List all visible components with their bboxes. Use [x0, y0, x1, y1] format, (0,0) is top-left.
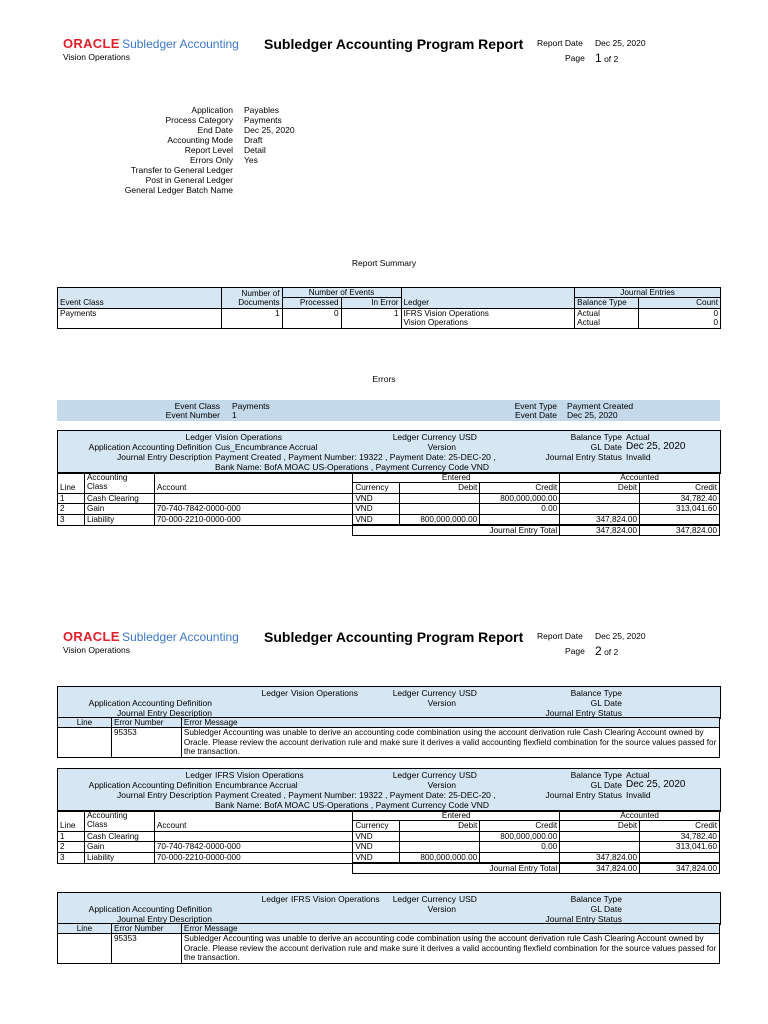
param-row — [100, 145, 340, 155]
col-journal-entries: Journal Entries — [575, 288, 721, 298]
cell-a-debit — [560, 493, 640, 503]
j1-aad-label: Application Accounting Definition — [88, 442, 212, 452]
col-count: Count — [639, 298, 721, 308]
param-label: Errors Only — [190, 155, 233, 165]
table-row — [58, 514, 720, 525]
j2-col-line: Line — [58, 811, 85, 832]
col-in-error: In Error — [341, 298, 401, 308]
j1-version-label: Version — [427, 442, 456, 452]
eb2-col-line: Line — [58, 924, 112, 934]
page-number-p2 — [595, 644, 618, 658]
page-total: of 2 — [604, 54, 619, 64]
cell-class: Gain — [84, 504, 154, 514]
j2-status-label: Journal Entry Status — [545, 790, 622, 800]
param-row — [100, 125, 340, 135]
page-num-value: 1 — [595, 51, 602, 65]
j2-status-value: Invalid — [626, 790, 651, 800]
eb2-jed-label: Journal Entry Description — [117, 914, 212, 924]
oracle-logo-text: ORACLE — [63, 36, 120, 51]
j2-gldate-value: Dec 25, 2020 — [626, 779, 686, 790]
summary-balance-types: Actual Actual — [575, 308, 639, 328]
param-row — [100, 185, 340, 195]
col-ledger: Ledger — [401, 288, 575, 309]
j1-col-line: Line — [58, 473, 85, 494]
j1-status-label: Journal Entry Status — [545, 452, 622, 462]
error-block1-header — [57, 686, 721, 719]
j2-aad-value: Encumbrance Accrual — [215, 780, 298, 790]
j1-total-label: Journal Entry Total — [353, 525, 560, 536]
cell-currency: VND — [353, 852, 400, 863]
j1-col-account: Account — [154, 473, 352, 494]
eb1-jed-label: Journal Entry Description — [117, 708, 212, 718]
param-row — [100, 135, 340, 145]
page-label: Page — [565, 53, 585, 63]
col-balance-type: Balance Type — [575, 298, 639, 308]
j1-col-class: Accounting Class — [84, 473, 154, 494]
cell-line: 2 — [58, 842, 85, 852]
j2-total-credit: 347,824.00 — [640, 863, 720, 874]
j2-col-e-debit: Debit — [400, 821, 480, 831]
report-date-value-p2: Dec 25, 2020 — [595, 631, 646, 641]
j2-desc-line1: Payment Created , Payment Number: 19322 , Payment Date: 25-DEC-20 , — [215, 790, 496, 800]
col-processed: Processed — [282, 298, 341, 308]
error-block2-header — [57, 892, 721, 925]
table-row — [58, 493, 720, 503]
summary-ledgers: IFRS Vision Operations Vision Operations — [401, 308, 575, 328]
param-row — [100, 105, 340, 115]
eb2-col-error-message: Error Message — [181, 924, 719, 934]
event-type-label: Event Type — [514, 401, 557, 411]
cell-line: 2 — [58, 504, 85, 514]
j1-ledger-label: Ledger — [185, 432, 212, 442]
j2-col-e-credit: Credit — [480, 821, 560, 831]
cell-currency: VND — [353, 831, 400, 841]
param-row — [100, 155, 340, 165]
page-num-value-p2: 2 — [595, 644, 602, 658]
event-date-label: Event Date — [514, 410, 557, 420]
cell-line: 1 — [58, 493, 85, 503]
product-name: Subledger Accounting — [122, 37, 239, 51]
event-type-value: Payment Created — [567, 401, 634, 411]
j1-baltype-value: Actual — [626, 432, 650, 442]
j2-col-class: Accounting Class — [84, 811, 154, 832]
param-row — [100, 115, 340, 125]
cell-e-debit: 800,000,000.00 — [400, 514, 480, 525]
eb1-status-label: Journal Entry Status — [545, 708, 622, 718]
eb1-ledger-value: Vision Operations — [291, 688, 358, 698]
eb1-currency-label: Ledger Currency — [392, 688, 456, 698]
j1-col-e-debit: Debit — [400, 483, 480, 493]
param-value: Payables — [244, 105, 279, 115]
j2-desc-line2: Bank Name: BofA MOAC US-Operations , Payment Currency Code VND — [215, 800, 489, 810]
cell-currency: VND — [353, 842, 400, 852]
eb2-baltype-label: Balance Type — [570, 894, 622, 904]
product-name-p2: Subledger Accounting — [122, 630, 239, 644]
j1-desc-line1: Payment Created , Payment Number: 19322 , Payment Date: 25-DEC-20 , — [215, 452, 496, 462]
j2-col-currency: Currency — [353, 821, 400, 831]
oracle-logo-text-p2: ORACLE — [63, 629, 120, 644]
oracle-logo — [63, 36, 239, 51]
cell-e-credit: 800,000,000.00 — [480, 831, 560, 841]
eb1-error-row — [58, 728, 720, 757]
j1-ledger-value: Vision Operations — [215, 432, 282, 442]
eb1-baltype-label: Balance Type — [570, 688, 622, 698]
report-date-value: Dec 25, 2020 — [595, 38, 646, 48]
j1-col-entered: Entered — [353, 473, 560, 483]
summary-processed: 0 — [282, 308, 341, 328]
j2-currency-value: USD — [459, 770, 477, 780]
j1-status-value: Invalid — [626, 452, 651, 462]
cell-e-credit: 800,000,000.00 — [480, 493, 560, 503]
cell-class: Liability — [84, 514, 154, 525]
cell-a-credit: 34,782.40 — [640, 831, 720, 841]
param-label: Application — [191, 105, 233, 115]
errors-heading: Errors — [372, 374, 396, 384]
journal2-lines-table — [57, 810, 720, 874]
journal1-lines-table — [57, 472, 720, 536]
cell-e-debit: 800,000,000.00 — [400, 852, 480, 863]
cell-line: 1 — [58, 831, 85, 841]
cell-currency: VND — [353, 493, 400, 503]
eb1-ledger-label: Ledger — [261, 688, 288, 698]
page-label-p2: Page — [565, 646, 585, 656]
j2-version-label: Version — [427, 780, 456, 790]
cell-class: Gain — [84, 842, 154, 852]
cell-class: Cash Clearing — [84, 831, 154, 841]
cell-e-credit — [480, 514, 560, 525]
event-band — [57, 400, 720, 421]
param-label: Transfer to General Ledger — [130, 165, 233, 175]
cell-a-debit — [560, 504, 640, 514]
cell-account: 70-740-7842-0000-000 — [154, 504, 352, 514]
col-num-events: Number of Events — [282, 288, 401, 298]
event-number-label: Event Number — [165, 410, 220, 420]
param-value: Payments — [244, 115, 282, 125]
event-date-value: Dec 25, 2020 — [567, 410, 618, 420]
param-row — [100, 165, 340, 175]
cell-e-credit: 0.00 — [480, 842, 560, 852]
page2-header — [63, 629, 723, 659]
j1-col-accounted: Accounted — [560, 473, 720, 483]
j2-col-account: Account — [154, 811, 352, 832]
cell-a-debit: 347,824.00 — [560, 852, 640, 863]
eb2-error-message: Subledger Accounting was unable to derive an accounting code combination using the account derivation rule Cash Clearing Account owned by Oracle. Please review the account derivation rule and make sure it derives a valid accounting flexfield combination for the source values passed for the transaction. — [181, 934, 719, 963]
param-value: Draft — [244, 135, 263, 145]
eb2-error-row — [58, 934, 720, 963]
page-number — [595, 51, 618, 65]
cell-account: 70-000-2210-0000-000 — [154, 514, 352, 525]
j1-col-a-debit: Debit — [560, 483, 640, 493]
event-number-value: 1 — [232, 410, 237, 420]
j1-desc-line2: Bank Name: BofA MOAC US-Operations , Payment Currency Code VND — [215, 462, 489, 472]
param-label: Post in General Ledger — [145, 175, 233, 185]
eb1-version-label: Version — [427, 698, 456, 708]
param-label: End Date — [197, 125, 233, 135]
j2-total-debit: 347,824.00 — [560, 863, 640, 874]
j1-aad-value: Cus_Encumbrance Accrual — [215, 442, 318, 452]
eb1-error-message: Subledger Accounting was unable to derive an accounting code combination using the account derivation rule Cash Clearing Account owned by Oracle. Please review the account derivation rule and make sure it derives a valid accounting flexfield combination for the source values passed for the transaction. — [181, 728, 719, 757]
j2-currency-label: Ledger Currency — [392, 770, 456, 780]
eb1-error-number: 95353 — [111, 728, 181, 757]
table-row — [58, 842, 720, 852]
cell-e-debit — [400, 493, 480, 503]
cell-account: 70-740-7842-0000-000 — [154, 842, 352, 852]
error-block1-table — [57, 717, 720, 758]
cell-a-credit: 34,782.40 — [640, 493, 720, 503]
journal1-header — [57, 430, 721, 474]
cell-class: Cash Clearing — [84, 493, 154, 503]
j1-currency-value: USD — [459, 432, 477, 442]
cell-a-credit — [640, 514, 720, 525]
j2-ledger-label: Ledger — [185, 770, 212, 780]
param-row — [100, 175, 340, 185]
summary-docs: 1 — [221, 308, 282, 328]
summary-table — [57, 287, 721, 329]
j1-col-currency: Currency — [353, 483, 400, 493]
cell-a-debit — [560, 831, 640, 841]
param-value: Dec 25, 2020 — [244, 125, 295, 135]
cell-line: 3 — [58, 852, 85, 863]
eb2-error-number: 95353 — [111, 934, 181, 963]
eb1-gldate-label: GL Date — [590, 698, 622, 708]
cell-class: Liability — [84, 852, 154, 863]
summary-event-class: Payments — [58, 308, 222, 328]
j1-jed-label: Journal Entry Description — [117, 452, 212, 462]
j2-gldate-label: GL Date — [590, 780, 622, 790]
j1-col-e-credit: Credit — [480, 483, 560, 493]
eb1-currency-value: USD — [459, 688, 477, 698]
event-class-label: Event Class — [174, 401, 220, 411]
eb1-col-error-message: Error Message — [181, 718, 719, 728]
j2-baltype-value: Actual — [626, 770, 650, 780]
eb2-version-label: Version — [427, 904, 456, 914]
j2-jed-label: Journal Entry Description — [117, 790, 212, 800]
j1-total-debit: 347,824.00 — [560, 525, 640, 536]
eb1-aad-label: Application Accounting Definition — [88, 698, 212, 708]
param-label: Accounting Mode — [167, 135, 233, 145]
j2-col-entered: Entered — [353, 811, 560, 821]
summary-in-error: 1 — [341, 308, 401, 328]
cell-a-credit: 313,041.60 — [640, 842, 720, 852]
eb2-currency-value: USD — [459, 894, 477, 904]
eb2-aad-label: Application Accounting Definition — [88, 904, 212, 914]
page1-header — [63, 36, 723, 66]
cell-e-credit: 0.00 — [480, 504, 560, 514]
event-class-value: Payments — [232, 401, 270, 411]
cell-a-debit — [560, 842, 640, 852]
j2-aad-label: Application Accounting Definition — [88, 780, 212, 790]
eb1-col-error-number: Error Number — [111, 718, 181, 728]
cell-e-debit — [400, 842, 480, 852]
cell-e-debit — [400, 504, 480, 514]
report-title-p2: Subledger Accounting Program Report — [264, 629, 524, 645]
report-date-label-p2: Report Date — [537, 631, 583, 641]
summary-counts: 0 0 — [639, 308, 721, 328]
cell-e-debit — [400, 831, 480, 841]
oracle-logo-p2 — [63, 629, 239, 644]
cell-account — [154, 493, 352, 503]
journal2-header — [57, 768, 721, 812]
param-value: Yes — [244, 155, 258, 165]
parameters-block — [100, 105, 340, 195]
param-value: Detail — [244, 145, 266, 155]
j2-col-a-credit: Credit — [640, 821, 720, 831]
j1-col-a-credit: Credit — [640, 483, 720, 493]
j1-gldate-label: GL Date — [590, 442, 622, 452]
report-date-label: Report Date — [537, 38, 583, 48]
eb2-status-label: Journal Entry Status — [545, 914, 622, 924]
j1-gldate-value: Dec 25, 2020 — [626, 441, 686, 452]
summary-heading: Report Summary — [351, 258, 417, 268]
cell-a-debit: 347,824.00 — [560, 514, 640, 525]
org-name: Vision Operations — [63, 52, 130, 62]
table-row — [58, 504, 720, 514]
eb2-ledger-value: IFRS Vision Operations — [291, 894, 380, 904]
j1-total-credit: 347,824.00 — [640, 525, 720, 536]
cell-line: 3 — [58, 514, 85, 525]
page-total-p2: of 2 — [604, 647, 619, 657]
table-row — [58, 831, 720, 841]
j2-col-a-debit: Debit — [560, 821, 640, 831]
eb2-col-error-number: Error Number — [111, 924, 181, 934]
cell-currency: VND — [353, 514, 400, 525]
j1-currency-label: Ledger Currency — [392, 432, 456, 442]
cell-account: 70-000-2210-0000-000 — [154, 852, 352, 863]
cell-e-credit — [480, 852, 560, 863]
eb2-currency-label: Ledger Currency — [392, 894, 456, 904]
eb2-ledger-label: Ledger — [261, 894, 288, 904]
j2-ledger-value: IFRS Vision Operations — [215, 770, 304, 780]
summary-row — [58, 308, 721, 328]
param-label: General Ledger Batch Name — [124, 185, 233, 195]
cell-account — [154, 831, 352, 841]
report-title: Subledger Accounting Program Report — [264, 36, 524, 52]
j2-col-accounted: Accounted — [560, 811, 720, 821]
param-label: Process Category — [165, 115, 233, 125]
cell-currency: VND — [353, 504, 400, 514]
j2-total-label: Journal Entry Total — [353, 863, 560, 874]
table-row — [58, 852, 720, 863]
j1-baltype-label: Balance Type — [570, 432, 622, 442]
cell-a-credit — [640, 852, 720, 863]
cell-a-credit: 313,041.60 — [640, 504, 720, 514]
eb2-gldate-label: GL Date — [590, 904, 622, 914]
org-name-p2: Vision Operations — [63, 645, 130, 655]
error-block2-table — [57, 923, 720, 964]
col-event-class: Event Class — [58, 288, 222, 309]
param-label: Report Level — [184, 145, 233, 155]
eb1-col-line: Line — [58, 718, 112, 728]
j2-baltype-label: Balance Type — [570, 770, 622, 780]
col-num-docs: Number of Documents — [221, 288, 282, 309]
